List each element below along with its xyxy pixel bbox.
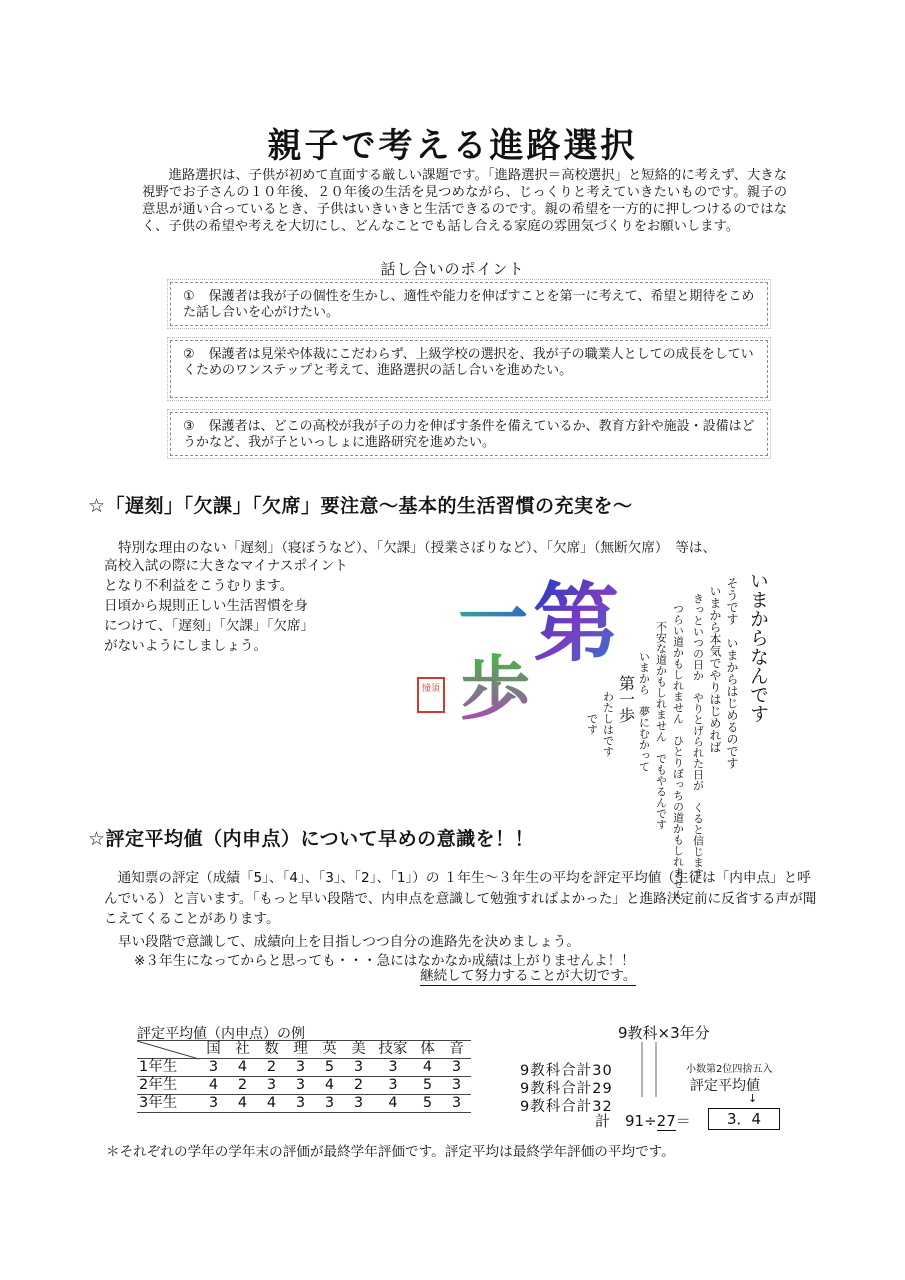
section1-line: がないようにしましょう。 [104,638,268,654]
point-number: ③ [183,419,195,434]
intro-paragraph: 進路選択は、子供が初めて直面する厳しい課題です。「進路選択＝高校選択」と短絡的に考えず、大きな視野でお子さんの１０年後、２０年後の生活を見つめながら、じっくりと考えていきたいものです。親子の意思が通い合っているとき、子供はいきいきと生活できるのです。親の希望を一方的に押しつけるのではなく、子供の希望や考えを大切にし、どんなことでも話し合える家庭の雰囲気づくりをお願いします。 [142,168,787,234]
row-total: 9教科合計30 [520,1063,613,1079]
calligraphy-column: です [585,713,599,735]
calligraphy-column: 第一歩 [616,675,636,723]
down-arrow-icon: ↓ [748,1092,758,1105]
calligraphy-column: つらい道かもしれません ひとりぼっちの道かもしれません [671,603,685,900]
calligraphy-column: 不安な道かもしれません でもやるんです [654,621,668,830]
row-total: 9教科合計32 [520,1099,613,1115]
calligraphy-column: わたしはです [601,691,615,757]
table-cell: 4 [373,1095,413,1113]
section2-note: ※３年生になってからと思っても・・・急にはなかなか成績は上がりませんよ！！ [134,953,635,969]
table-header-row [137,1041,471,1059]
column-header: 理 [286,1041,315,1059]
column-header: 技家 [373,1041,413,1059]
table-cell: 3 [315,1095,344,1113]
section1-heading: ☆「遅刻」「欠課」「欠席」要注意～基本的生活習慣の充実を～ [88,495,633,517]
column-header: 英 [315,1041,344,1059]
grade-table [137,1040,471,1113]
section1-line: 高校入試の際に大きなマイナスポイント [104,558,348,574]
multiplier-label: 9教科×3年分 [618,1024,710,1042]
point-box-2 [170,340,768,398]
column-header: 体 [413,1041,442,1059]
table-cell: 3 [257,1077,286,1095]
table-cell: 4 [413,1059,442,1077]
average-result-box: 3．4 [708,1108,780,1130]
column-header: 国 [199,1041,228,1059]
table-cell: 4 [199,1077,228,1095]
calligraphy-char-ho: 歩 [460,648,530,730]
calculation [595,1110,691,1131]
row-label: 3年生 [137,1095,199,1113]
table-cell: 2 [344,1077,373,1095]
calligraphy-column: そうです いまからはじめるのです [725,577,739,769]
column-header: 社 [228,1041,257,1059]
row-label: 2年生 [137,1077,199,1095]
table-cell: 4 [257,1095,286,1113]
calligraphy-char-ichi: 一 [458,578,528,660]
section2-note2: 継続して努力することが大切です。 [420,968,637,984]
table-cell: 2 [228,1077,257,1095]
table-cell: 4 [228,1059,257,1077]
table-cell: 3 [344,1059,373,1077]
section1-line: につけて、「遅刻」「欠課」「欠席」 [104,618,315,634]
table-cell: 5 [413,1077,442,1095]
corner-diagonal [137,1041,199,1059]
table-cell: 4 [315,1077,344,1095]
table-cell: 3 [199,1059,228,1077]
calligraphy-artwork [422,563,778,900]
point-text: 保護者は見栄や体裁にこだわらず、上級学校の選択を、我が子の職業人としての成長をしていくためのワンステップと考えて、進路選択の話し合いを進めたい。 [183,347,754,378]
table-cell: 3 [199,1095,228,1113]
seal-text: 憧須 [422,684,441,694]
calligraphy-column: いまから本気でやりはじめれば [708,585,722,753]
point-box-1 [170,282,768,326]
table-cell: 5 [413,1095,442,1113]
calc-prefix: 計 91÷ [595,1112,657,1130]
column-header: 美 [344,1041,373,1059]
section1-line: となり不利益をこうむります。 [104,578,294,594]
table-cell: 3 [442,1077,471,1095]
table-cell: 3 [373,1077,413,1095]
section1-body [104,556,464,656]
table-cell: 3 [442,1095,471,1113]
section2-paragraph: 通知票の評定（成績「5」、「4」、「3」、「2」、「1」）の １年生～３年生の平均を評定平均値（生徒は「内申点」と呼んでいる）と言います。「もっと早い段階で、内申点を意識して勉強すればよかった」と進路決定前に反省する声が聞こえてくることがあります。 [104,870,817,927]
table-cell: 5 [315,1059,344,1077]
table-cell: 4 [228,1095,257,1113]
table-row [137,1059,471,1077]
table-row [137,1077,471,1095]
page-title: 親子で考える進路選択 [267,126,638,166]
table-cell: 3 [286,1059,315,1077]
table-row [137,1095,471,1113]
column-header: 数 [257,1041,286,1059]
average-label: 評定平均値 [690,1078,760,1094]
section2-line: 早い段階で意識して、成績向上を目指しつつ自分の進路先を決めましょう。 [118,934,580,950]
row-label: 1年生 [137,1059,199,1077]
rounding-note: 小数第2位四捨五入 [686,1064,773,1075]
calligraphy-column: いまから 夢にむかって [637,651,651,772]
point-text: 保護者は、どこの高校が我が子の力を伸ばす条件を備えているか、教育方針や施設・設備はどうかなど、我が子といっしょに進路研究を進めたい。 [183,419,755,450]
calc-divisor: 27 [656,1112,676,1130]
point-text: 保護者は我が子の個性を生かし、適性や能力を伸ばすことを第一に考えて、希望と期待をこめた話し合いを心がけたい。 [183,289,755,320]
point-number: ① [183,289,195,304]
table-cell: 3 [373,1059,413,1077]
section1-line: 日頃から規則正しい生活習慣を身 [104,598,308,614]
section1-line1: 特別な理由のない「遅刻」（寝ぼうなど）、「欠課」（授業さぼりなど）、「欠席」（無断欠席） 等は、 [118,540,717,556]
row-total: 9教科合計29 [520,1081,613,1097]
table-corner [137,1041,199,1059]
column-header: 音 [442,1041,471,1059]
table-cell: 3 [286,1095,315,1113]
table-cell: 3 [344,1095,373,1113]
point-box-3 [170,412,768,456]
pointer-lines [640,1042,670,1112]
table-cell: 2 [257,1059,286,1077]
table-caption: 評定平均値（内申点）の例 [137,1026,305,1042]
calligraphy-char-dai: 第 [533,574,619,674]
section2-heading: ☆評定平均値（内申点）について早めの意識を！！ [88,828,535,850]
calligraphy-column: きっといつの日か やりとげられた日が くると信じます [691,593,705,879]
calc-equals: ＝ [675,1112,691,1130]
points-heading: 話し合いのポイント [380,260,525,278]
table-cell: 3 [442,1059,471,1077]
point-number: ② [183,347,195,362]
table-cell: 3 [286,1077,315,1095]
footer-note: ＊それぞれの学年の学年末の評価が最終学年評価です。評定平均は最終学年評価の平均です。 [106,1144,675,1160]
calligraphy-column: いまからなんです [747,571,769,723]
